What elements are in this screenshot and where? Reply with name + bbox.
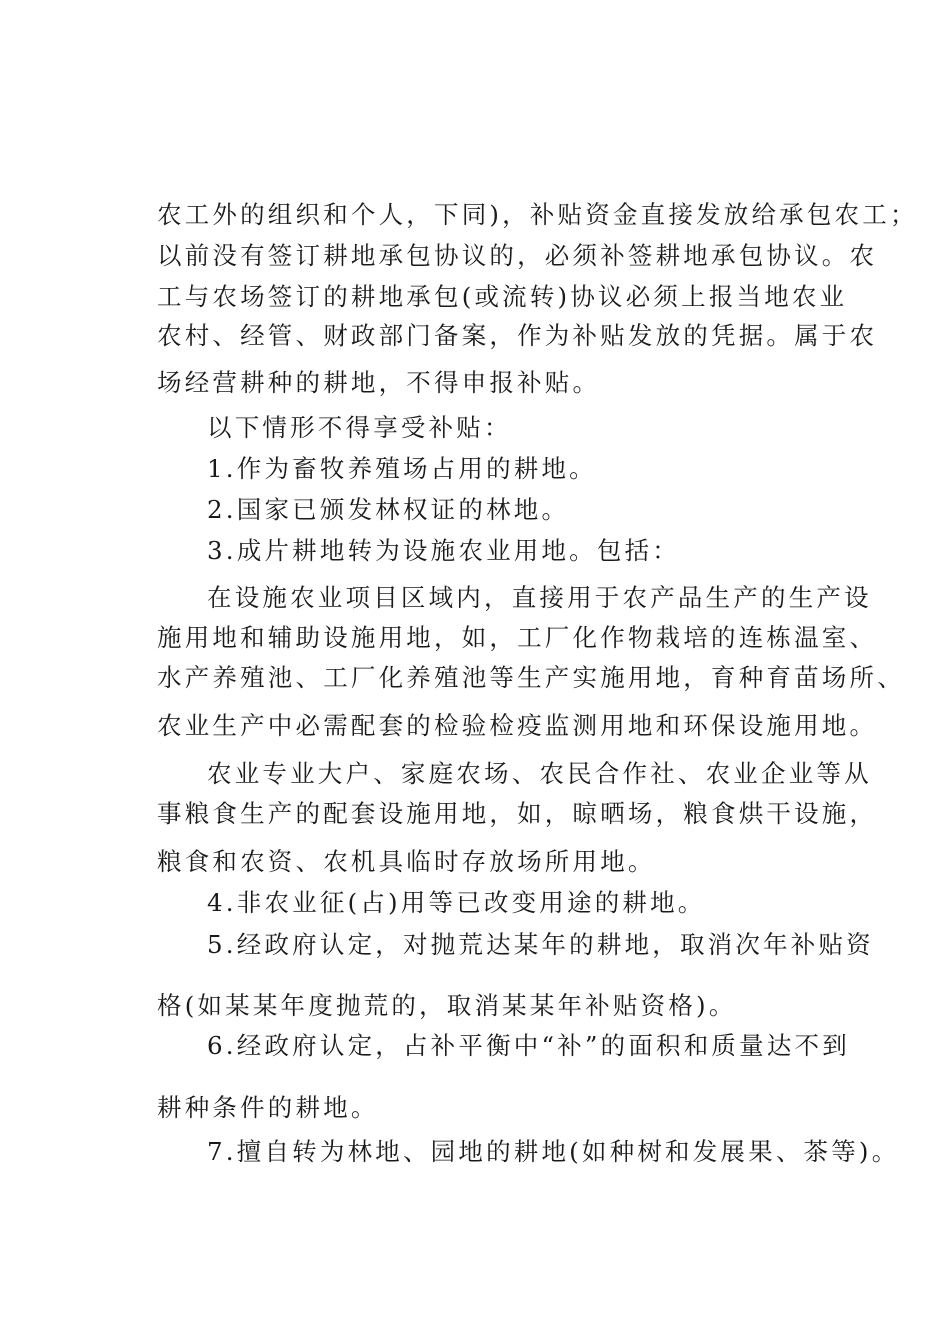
text-line: 工与农场签订的耕地承包(或流转)协议必须上报当地农业 [157, 282, 848, 311]
list-item: 3.成片耕地转为设施农业用地。包括： [207, 536, 680, 565]
list-item: 6.经政府认定，占补平衡中“补”的面积和质量达不到 [207, 1031, 850, 1060]
list-item: 5.经政府认定，对抛荒达某年的耕地，取消次年补贴资 [207, 930, 874, 959]
text-line: 场经营耕种的耕地，不得申报补贴。 [157, 368, 601, 397]
text-line: 以下情形不得享受补贴： [207, 413, 512, 442]
text-line: 水产养殖池、工厂化养殖池等生产实施用地，育种育苗场所、 [157, 663, 905, 692]
text-line: 施用地和辅助设施用地，如，工厂化作物栽培的连栋温室、 [157, 623, 878, 652]
text-line: 农工外的组织和个人，下同)，补贴资金直接发放给承包农工； [157, 200, 918, 229]
text-line: 格(如某某年度抛荒的，取消某某年补贴资格)。 [157, 991, 737, 1020]
text-line: 农业专业大户、家庭农场、农民合作社、农业企业等从 [207, 759, 872, 788]
text-line: 耕种条件的耕地。 [157, 1093, 379, 1122]
text-line: 粮食和农资、农机具临时存放场所用地。 [157, 847, 656, 876]
list-item: 2.国家已颁发林权证的林地。 [207, 495, 570, 524]
text-line: 农业生产中必需配套的检验检疫监测用地和环保设施用地。 [157, 711, 878, 740]
text-line: 在设施农业项目区域内，直接用于农产品生产的生产设 [207, 583, 872, 612]
list-item: 4.非农业征(占)用等已改变用途的耕地。 [207, 888, 706, 917]
list-item: 1.作为畜牧养殖场占用的耕地。 [207, 454, 597, 483]
text-line: 事粮食生产的配套设施用地，如，晾晒场，粮食烘干设施， [157, 799, 878, 828]
list-item: 7.擅自转为林地、园地的耕地(如种树和发展果、茶等)。 [207, 1137, 900, 1166]
text-line: 农村、经管、财政部门备案，作为补贴发放的凭据。属于农 [157, 321, 878, 350]
text-line: 以前没有签订耕地承包协议的，必须补签耕地承包协议。农 [157, 241, 878, 270]
